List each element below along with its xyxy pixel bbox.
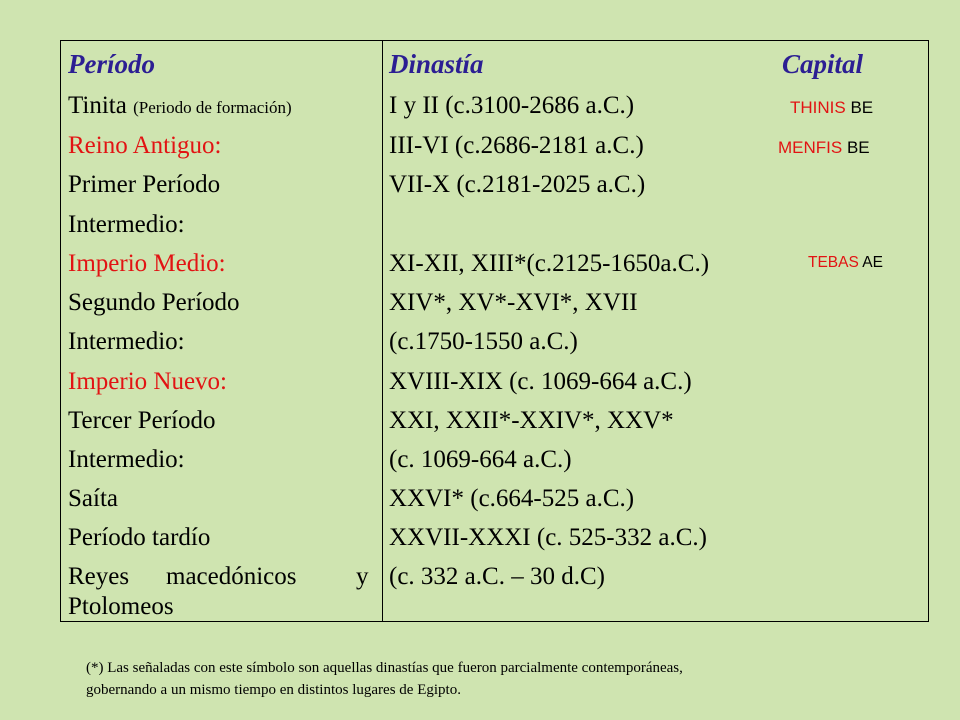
row-periodo-tardio-period: Período tardío (68, 524, 211, 551)
row-tercer-periodo-period: Tercer Período (68, 407, 216, 434)
row-ptolomeos-period: Ptolomeos (68, 593, 174, 620)
row-imperio-medio-dynasty: XI-XII, XIII*(c.2125-1650a.C.) (389, 250, 710, 277)
row-reyes-word-2: macedónicos (166, 563, 297, 590)
column-divider (382, 40, 383, 622)
row-tercer-periodo-dynasty: XXI, XXII*-XXIV*, XXV* (389, 407, 674, 434)
row-intermedio-2-dynasty: (c.1750-1550 a.C.) (389, 328, 578, 355)
row-intermedio-1-period: Intermedio: (68, 211, 185, 238)
row-reyes-word-3: y (356, 563, 369, 590)
row-intermedio-2-period: Intermedio: (68, 328, 185, 355)
row-reyes-word-1: Reyes (68, 563, 130, 590)
row-segundo-periodo-dynasty: XIV*, XV*-XVI*, XVII (389, 289, 638, 316)
row-primer-periodo-period: Primer Período (68, 171, 221, 198)
row-tinita-period: Tinita (Periodo de formación) (68, 92, 292, 119)
header-capital: Capital (782, 49, 864, 79)
header-period: Período (68, 49, 155, 79)
row-periodo-tardio-dynasty: XXVII-XXXI (c. 525-332 a.C.) (389, 524, 707, 551)
row-imperio-medio-period: Imperio Medio: (68, 250, 226, 277)
row-intermedio-3-period: Intermedio: (68, 446, 185, 473)
row-imperio-nuevo-period: Imperio Nuevo: (68, 368, 227, 395)
row-reyes-dynasty: (c. 332 a.C. – 30 d.C) (389, 563, 605, 590)
row-imperio-medio-capital: TEBAS AE (808, 254, 883, 271)
footnote-line-2: gobernando a un mismo tiempo en distintos lugares de Egipto. (86, 682, 461, 698)
row-segundo-periodo-period: Segundo Período (68, 289, 240, 316)
row-tinita-dynasty: I y II (c.3100-2686 a.C.) (389, 92, 635, 119)
row-reino-antiguo-dynasty: III-VI (c.2686-2181 a.C.) (389, 132, 644, 159)
row-tinita-capital: THINIS BE (790, 98, 874, 117)
row-reino-antiguo-period: Reino Antiguo: (68, 132, 222, 159)
header-dynasty: Dinastía (389, 49, 484, 79)
footnote-line-1: (*) Las señaladas con este símbolo son aquellas dinastías que fueron parcialmente contemporáneas, (86, 660, 683, 676)
row-intermedio-3-dynasty: (c. 1069-664 a.C.) (389, 446, 572, 473)
period-note: (Periodo de formación) (133, 98, 292, 117)
row-reino-antiguo-capital: MENFIS BE (778, 138, 870, 157)
footnote (86, 657, 886, 701)
row-saita-dynasty: XXVI* (c.664-525 a.C.) (389, 485, 635, 512)
row-saita-period: Saíta (68, 485, 118, 512)
row-imperio-nuevo-dynasty: XVIII-XIX (c. 1069-664 a.C.) (389, 368, 692, 395)
row-primer-periodo-dynasty: VII-X (c.2181-2025 a.C.) (389, 171, 646, 198)
